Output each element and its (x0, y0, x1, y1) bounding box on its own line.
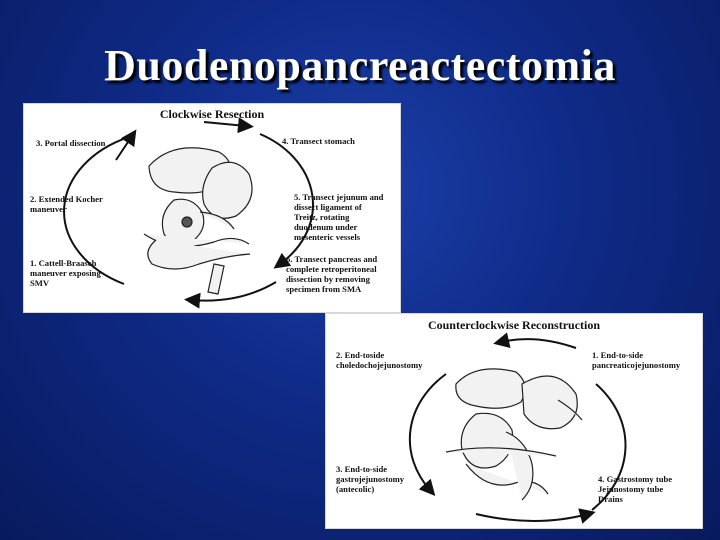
resection-step-3: 3. Portal dissection (36, 138, 106, 148)
top-arc-arrow (501, 339, 576, 348)
resection-step-4: 4. Transect stomach (282, 136, 355, 146)
reconstruction-step-2: 2. End-toside choledochojejunostomy (336, 350, 423, 370)
slide-title: Duodenopancreactectomia (104, 41, 616, 90)
resection-step-2: 2. Extended Kocher maneuver (30, 194, 103, 214)
bottom-arc-arrow (192, 282, 276, 301)
reconstruction-step-1: 1. End-to-side pancreaticojejunostomy (592, 350, 681, 370)
resection-step-5: 5. Transect jejunum and dissect ligament of Treitz, rotating duodenum under mesenteric vessels (294, 192, 384, 242)
anatomy-sketch (446, 369, 582, 500)
clockwise-resection-figure (24, 104, 400, 312)
resection-step-1: 1. Cattell-Braasch maneuver exposing SMV (30, 258, 101, 288)
reconstruction-step-4: 4. Gastrostomy tube Jejunostomy tube Drains (598, 474, 673, 504)
reconstruction-step-3: 3. End-to-side gastrojejunostomy (antecolic) (336, 464, 405, 494)
counterclockwise-reconstruction-figure (326, 314, 702, 528)
bottom-arc-arrow (476, 514, 588, 521)
reconstruction-title: Counterclockwise Reconstruction (427, 318, 601, 332)
anatomy-sketch (144, 148, 252, 294)
resection-step-6: 6. Transect pancreas and complete retroperitoneal dissection by removing specimen from SMA (286, 254, 378, 294)
left-arc-arrow (410, 374, 446, 490)
resection-title: Clockwise Resection (159, 107, 265, 121)
